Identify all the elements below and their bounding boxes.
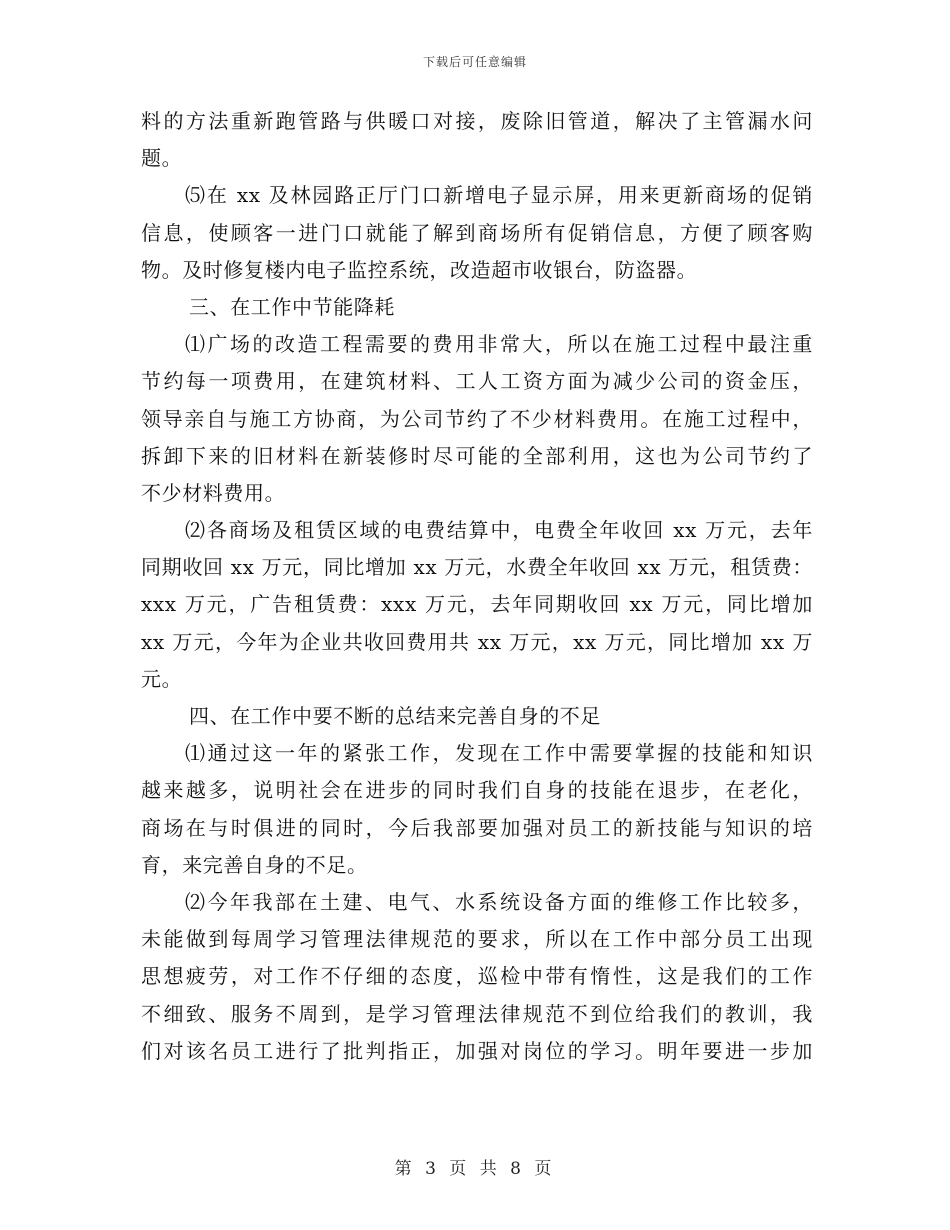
text-line: 三、在工作中节能降耗 xyxy=(189,294,395,319)
text-line: 元。 xyxy=(141,666,183,691)
text-line: xx 万元，今年为企业共收回费用共 xx 万元，xx 万元，同比增加 xx 万 xyxy=(141,629,813,654)
page-footer: 第 3 页 共 8 页 xyxy=(394,1159,556,1179)
text-line: 同期收回 xx 万元，同比增加 xx 万元，水费全年收回 xx 万元，租赁费： xyxy=(141,555,813,580)
text-line: 物。及时修复楼内电子监控系统，改造超市收银台，防盗器。 xyxy=(141,257,698,282)
text-line: 题。 xyxy=(141,146,183,171)
paragraph xyxy=(141,884,813,1070)
paragraph xyxy=(141,177,813,289)
section-heading xyxy=(141,698,813,735)
text-line: 四、在工作中要不断的总结来完善自身的不足 xyxy=(189,704,601,728)
text-line: 不少材料费用。 xyxy=(141,480,286,505)
text-line: 领导亲自与施工方协商，为公司节约了不少材料费用。在施工过程中， xyxy=(141,406,813,431)
text-line: 思想疲劳，对工作不仔细的态度，巡检中带有惰性，这是我们的工作 xyxy=(141,964,813,989)
text-line: ⑸在 xx 及林园路正厅门口新增电子显示屏，用来更新商场的促销 xyxy=(185,183,813,208)
text-line: xxx 万元，广告租赁费：xxx 万元，去年同期收回 xx 万元，同比增加 xyxy=(141,592,813,617)
text-line: ⑴通过这一年的紧张工作，发现在工作中需要掌握的技能和知识 xyxy=(185,741,813,766)
text-line: 越来越多，说明社会在进步的同时我们自身的技能在退步，在老化， xyxy=(141,778,813,803)
text-line: 未能做到每周学习管理法律规范的要求，所以在工作中部分员工出现 xyxy=(141,927,813,952)
text-line: ⑴广场的改造工程需要的费用非常大，所以在施工过程中最注重 xyxy=(185,332,813,357)
paragraph xyxy=(141,103,813,177)
page-header: 下载后可任意编辑 xyxy=(422,55,527,69)
text-line: 们对该名员工进行了批判指正，加强对岗位的学习。明年要进一步加 xyxy=(141,1038,813,1063)
text-line: 商场在与时俱进的同时，今后我部要加强对员工的新技能与知识的培 xyxy=(141,815,813,840)
section-heading xyxy=(141,289,813,326)
text-line: 拆卸下来的旧材料在新装修时尽可能的全部利用，这也为公司节约了 xyxy=(141,443,813,468)
text-line: 料的方法重新跑管路与供暖口对接，废除旧管道，解决了主管漏水问 xyxy=(141,109,813,133)
text-line: 信息，使顾客一进门口就能了解到商场所有促销信息，方便了顾客购 xyxy=(141,220,813,245)
text-line: ⑵各商场及租赁区域的电费结算中，电费全年收回 xx 万元，去年 xyxy=(185,518,813,543)
document-body xyxy=(141,103,813,1070)
paragraph xyxy=(141,735,813,884)
text-line: 不细致、服务不周到，是学习管理法律规范不到位给我们的教训，我 xyxy=(141,1001,813,1026)
text-line: 育，来完善自身的不足。 xyxy=(141,852,368,877)
paragraph xyxy=(141,512,813,698)
text-line: ⑵今年我部在土建、电气、水系统设备方面的维修工作比较多， xyxy=(185,889,813,914)
text-line: 节约每一项费用，在建筑材料、工人工资方面为减少公司的资金压， xyxy=(141,369,813,394)
paragraph xyxy=(141,326,813,512)
